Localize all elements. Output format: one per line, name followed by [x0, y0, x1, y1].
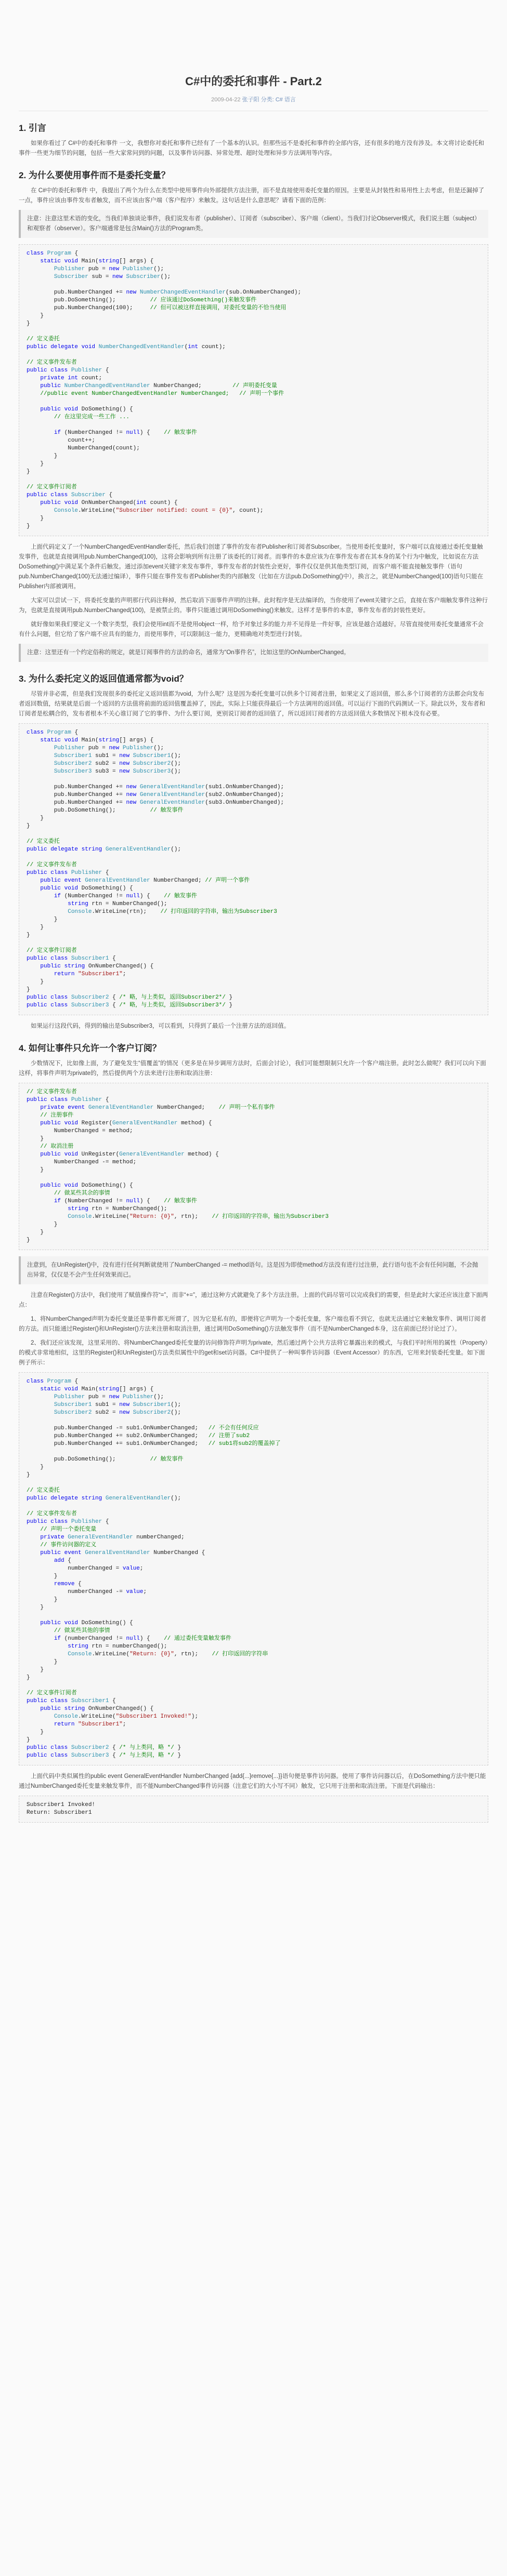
- note-box: 注意：这里还有一个约定俗称的规定，就是订阅事件的方法的命名，通常为“On事件名”，比如这里的OnNumberChanged。: [19, 644, 488, 662]
- output-line: Subscriber1 Invoked!: [27, 1802, 96, 1808]
- category-link[interactable]: 分类: C# 语言: [261, 97, 296, 103]
- paragraph: 上面代码中类似属性的public event GeneralEventHandler NumberChanged {add{...}remove{...}}语句便是事件访问器。使用了事件访问器以后，在DoSomething方法中便只能通过NumberChanged委托变量来触发事件，而不能NumberChanged事件访问器（注意它们的大小写不同）触发，它只用于注册和取消注册。下面是代码输出：: [19, 1773, 486, 1789]
- paragraph: 如果你看过了 C#中的委托和事件 一文，我想你对委托和事件已经有了一个基本的认识。但那些远不是委托和事件的全部内容，还有很多的地方没有涉及。本文将讨论委托和事件一些更为细节的问题，包括一些大家常问到的问题，以及事件访问器、异常处理、超时处理和异步方法调用等内容。: [19, 140, 485, 156]
- paragraph: 注意在Register()方法中，我们使用了赋值操作符“=”，而非“+=”，通过这种方式就避免了多个方法注册。上面的代码尽管可以完成我们的需要，但是此时大家还应该注意下面两点：: [19, 1292, 488, 1308]
- paragraph: 上面代码定义了一个NumberChangedEventHandler委托，然后我们创建了事件的发布者Publisher和订阅者Subscriber。当使用委托变量时，客户端可以直接通过委托变量触发事件，也就是直接调用pub.NumberChanged(100)，这将会影响到所有注册了该委托的订阅者。而事件的本意应该为在事件发布者在其本身的某个行为中触发，比如说在方法DoSomething()中满足某个条件后触发。通过添加event关键字来发布事件，事件发布者的封装性会更好，事件仅仅是供其他类型订阅，而客户端不能直接触发事件（语句pub.NumberChanged(100)无法通过编译），事件只能在事件发布者Publisher类的内部触发（比如在方法pub.DoSomething()中），换言之，就是NumberChanged(100)语句只能在Publisher内部被调用。: [19, 544, 484, 590]
- note-box: 注意：注意这里术语的变化，当我们单独谈论事件，我们说发布者（publisher）、订阅者（subscriber）、客户端（client）。当我们讨论Observer模式，我们说主题（subject）和观察者（observer）。客户端通常是包含Main()方法的Program类。: [19, 210, 488, 238]
- code-block-1: class Program { static void Main(string[] args) { Publisher pub = new Publisher(); Subscriber sub = new Subscriber(); pub.NumberChanged += new NumberChangedEventHandler(sub.OnNumberChanged); pub.DoSomething(); // 应该通过DoSomething()来触发事件 pub.NumberChanged(100); // 但可以被这样直接调用，对委托变量的不恰当使用 } } // 定义委托 public delegate void NumberChangedEventHandler(int count); // 定义事件发布者 public class Publisher { private int count; public NumberChangedEventHandler NumberChanged; // 声明委托变量 //public event NumberChangedEventHandler NumberChanged; // 声明一个事件 public void DoSomething() { // 在这里完成一些工作 ... if (NumberChanged != null) { // 触发事件 count++; NumberChanged(count); } } } // 定义事件订阅者 public class Subscriber { public void OnNumberChanged(int count) { Console.WriteLine("Subscriber notified: count = {0}", count); } }: [19, 244, 488, 536]
- section-heading-single-subscriber: 4. 如何让事件只允许一个客户订阅？: [19, 1043, 161, 1053]
- paragraph: 1、将NumberChanged声明为委托变量还是事件都无所谓了，因为它是私有的，即便将它声明为一个委托变量，客户端也看不到它，也就无法通过它来触发事件、调用订阅者的方法。而只能通过Register()和UnRegister()方法来注册和取消注册，通过调用DoSomething()方法触发事件（而不是NumberChanged本身，这在前面已经讨论过了）。: [19, 1316, 486, 1332]
- section-heading-why-event: 2. 为什么要使用事件而不是委托变量？: [19, 170, 170, 180]
- paragraph: 在 C#中的委托和事件 中，我提出了两个为什么在类型中使用事件向外部提供方法注册，而不是直接使用委托变量的原因。主要是从封装性和易用性上去考虑，但是还漏掉了一点，事件应该由事件发布者触发，而不应该由客户端（客户程序）来触发。这句话是什么意思呢？请看下面的范例：: [19, 188, 485, 204]
- page-title: C#中的委托和事件 - Part.2: [185, 75, 322, 88]
- code-block-3: // 定义事件发布者 public class Publisher { private event GeneralEventHandler NumberChanged; // 声明一个私有事件 // 注册事件 public void Register(GeneralEventHandler method) { NumberChanged = method; } // 取消注册 public void UnRegister(GeneralEventHandler method) { NumberChanged -= method; } public void DoSomething() { // 做某些其余的事情 if (NumberChanged != null) { // 触发事件 string rtn = NumberChanged(); Console.WriteLine("Return: {0}", rtn); // 打印返回的字符串，输出为Subscriber3 } } }: [19, 1083, 488, 1250]
- paragraph: 2、我们还应该发现，这里采用的、将NumberChanged委托变量的访问修饰符声明为private，然后通过两个公共方法将它暴露出来的模式，与我们平时所用的属性（Property）的模式非常地相似，这里的Register()和UnRegister()方法类似属性中的get和set访问器。C#中提供了一种叫事件访问器（Event Accessor）的东西，它用来封装委托变量。如下面例子所示：: [19, 1340, 488, 1366]
- paragraph: 尽管并非必需，但是我们发现很多的委托定义返回值都为void，为什么呢？这是因为委托变量可以供多个订阅者注册，如果定义了返回值，那么多个订阅者的方法都会向发布者返回数值，结果就是后面一个返回的方法值将前面的返回值覆盖掉了，因此，实际上只能获得最后一个方法调用的返回值。可以运行下面的代码测试一下。除此以外，发布者和订阅者是松耦合的，发布者根本不关心谁订阅了它的事件、为什么要订阅，更别说订阅者的返回值了，所以返回订阅者的方法返回值大多数情况下根本没有必要。: [19, 691, 485, 717]
- section-heading-intro: 1. 引言: [19, 123, 46, 133]
- code-block-4: class Program { static void Main(string[] args) { Publisher pub = new Publisher(); Subscriber1 sub1 = new Subscriber1(); Subscriber2 sub2 = new Subscriber2(); pub.NumberChanged -= sub1.OnNumberChanged; // 不会有任何反应 pub.NumberChanged += sub2.OnNumberChanged; // 注册了sub2 pub.NumberChanged += sub1.OnNumberChanged; // sub1将sub2的覆盖掉了 pub.DoSomething(); // 触发事件 } } // 定义委托 public delegate string GeneralEventHandler(); // 定义事件发布者 public class Publisher { // 声明一个委托变量 private GeneralEventHandler numberChanged; // 事件访问器的定义 public event GeneralEventHandler NumberChanged { add { numberChanged = value; } remove { numberChanged -= value; } } public void DoSomething() { // 做某些其他的事情 if (numberChanged != null) { // 通过委托变量触发事件 string rtn = numberChanged(); Console.WriteLine("Return: {0}", rtn); // 打印返回的字符串 } } } // 定义事件订阅者 public class Subscriber1 { public string OnNumberChanged() { Console.WriteLine("Subscriber1 Invoked!"); return "Subscriber1"; } } public class Subscriber2 { /* 与上类同，略 */ } public class Subscriber3 { /* 与上类同，略 */ }: [19, 1372, 488, 1765]
- output-line: Return: Subscriber1: [27, 1810, 92, 1816]
- paragraph: 大家可以尝试一下，将委托变量的声明那行代码注释掉，然后取消下面事件声明的注释。此时程序是无法编译的，当你使用了event关键字之后，直接在客户端触发事件这种行为，也就是直接调用pub.NumberChanged(100)，是被禁止的。事件只能通过调用DoSomething()来触发。这样才是事件的本意，事件发布者的封装性更好。: [19, 597, 488, 614]
- post-meta: [19, 95, 488, 103]
- code-block-2: class Program { static void Main(string[] args) { Publisher pub = new Publisher(); Subscriber1 sub1 = new Subscriber1(); Subscriber2 sub2 = new Subscriber2(); Subscriber3 sub3 = new Subscriber3(); pub.NumberChanged += new GeneralEventHandler(sub1.OnNumberChanged); pub.NumberChanged += new GeneralEventHandler(sub2.OnNumberChanged); pub.NumberChanged += new GeneralEventHandler(sub3.OnNumberChanged); pub.DoSomething(); // 触发事件 } } // 定义委托 public delegate string GeneralEventHandler(); // 定义事件发布者 public class Publisher { public event GeneralEventHandler NumberChanged; // 声明一个事件 public void DoSomething() { if (NumberChanged != null) { // 触发事件 string rtn = NumberChanged(); Console.WriteLine(rtn); // 打印返回的字符串，输出为Subscriber3 } } } // 定义事件订阅者 public class Subscriber1 { public string OnNumberChanged() { return "Subscriber1"; } } public class Subscriber2 { /* 略，与上类似，返回Subscriber2*/ } public class Subscriber3 { /* 略，与上类似，返回Subscriber3*/ }: [19, 723, 488, 1015]
- paragraph: 就好像如果我们要定义一个数字类型，我们会使用int而不是使用object一样，给予对象过多的能力并不见得是一件好事，应该是越合适越好。尽管直接使用委托变量通常不会有什么问题，但它给了客户端不应具有的能力，而使用事件，可以限制这一能力，更精确地对类型进行封装。: [19, 621, 484, 638]
- section-heading-void-return: 3. 为什么委托定义的返回值通常都为void？: [19, 674, 188, 684]
- note-box: 注意到，在UnRegister()中，没有进行任何判断就使用了NumberChanged -= method语句。这是因为即使method方法没有进行过注册，此行语句也不会有任何问题，不会抛出异常，仅仅是不会产生任何效果而已。: [19, 1256, 488, 1284]
- paragraph: 如果运行这段代码，得到的输出是Subscriber3，可以看到，只得到了最后一个注册方法的返回值。: [31, 1023, 290, 1029]
- paragraph: 少数情况下，比如像上面，为了避免发生“值覆盖”的情况（更多是在异步调用方法时，后面会讨论），我们可能想限制只允许一个客户端注册。此时怎么做呢？我们可以向下面这样，将事件声明为private的，然后提供两个方法来进行注册和取消注册：: [19, 1060, 486, 1077]
- author-link[interactable]: 张子阳: [242, 97, 259, 103]
- output-block: [19, 1796, 488, 1823]
- post-date: 2009-04-22: [211, 97, 241, 103]
